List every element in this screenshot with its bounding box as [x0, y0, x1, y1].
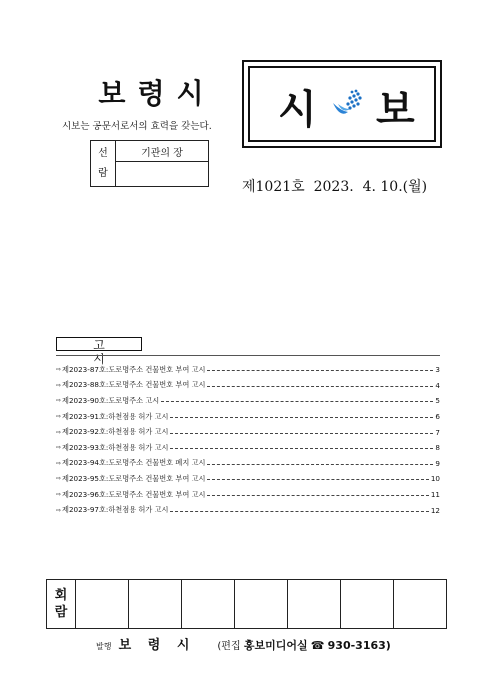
bullet-icon: ⇨: [56, 459, 62, 467]
issue-line: [242, 176, 427, 196]
circulation-sign-cell: [394, 580, 447, 629]
bullet-icon: ⇨: [56, 413, 62, 421]
circulation-label-1: 회: [54, 588, 68, 603]
toc-title: 제2023-97호:하천점용 허가 고시: [62, 505, 169, 515]
toc-page: 12: [430, 505, 440, 515]
circulation-label-2: 람: [54, 605, 68, 620]
toc-title: 제2023-96호:도로명주소 건물번호 부여 고시: [62, 489, 206, 499]
toc-leader: [170, 511, 428, 512]
circulation-sign-cell: [129, 580, 182, 629]
footer-city: 보 령 시: [118, 638, 196, 653]
toc-row[interactable]: [56, 409, 440, 425]
toc-leader: [207, 479, 428, 480]
toc-leader: [207, 386, 433, 387]
toc-row[interactable]: [56, 424, 440, 440]
footer-editor: 홍보미디어실: [243, 639, 308, 652]
toc-row[interactable]: [56, 471, 440, 487]
toc-leader: [170, 417, 433, 418]
masthead-box: [242, 60, 442, 148]
bird-logo-icon: [330, 88, 364, 122]
toc-page: 3: [435, 365, 440, 375]
circulation-sign-cell: [341, 580, 394, 629]
toc-leader: [207, 495, 428, 496]
approval-head: 기관의 장: [116, 141, 209, 162]
masthead-inner: [248, 66, 436, 142]
approval-label-1: 선: [98, 147, 108, 159]
toc-title: 제2023-88호:도로명주소 건물번호 부여 고시: [62, 380, 206, 390]
section-divider: [56, 355, 440, 356]
toc-title: 제2023-94호:도로명주소 건물번호 폐지 고시: [62, 458, 206, 468]
bullet-icon: ⇨: [56, 366, 62, 374]
bullet-icon: ⇨: [56, 381, 62, 389]
toc-title: 제2023-91호:하천점용 허가 고시: [62, 411, 169, 421]
toc-row[interactable]: [56, 393, 440, 409]
toc-row[interactable]: [56, 362, 440, 378]
toc-page: 7: [435, 427, 440, 437]
toc-page: 5: [435, 396, 440, 406]
toc-title: 제2023-95호:도로명주소 건물번호 부여 고시: [62, 473, 206, 483]
toc-title: 제2023-90호:도로명주소 고시: [62, 395, 160, 405]
table-of-contents: [56, 362, 440, 518]
issue-date: 2023. 4. 10.(월): [313, 179, 428, 195]
phone-icon: ☎: [310, 639, 325, 652]
approval-table: [90, 140, 209, 187]
approval-signature-cell: [116, 162, 209, 187]
footer-editor-prefix: (편집: [217, 641, 241, 652]
toc-title: 제2023-87호:도로명주소 건물번호 부여 고시: [62, 364, 206, 374]
toc-page: 8: [435, 443, 440, 453]
toc-row[interactable]: [56, 502, 440, 518]
bullet-icon: ⇨: [56, 397, 62, 405]
toc-page: 4: [435, 380, 440, 390]
toc-title: 제2023-92호:하천점용 허가 고시: [62, 427, 169, 437]
city-title: 보령시: [98, 77, 216, 110]
masthead-bo: 보: [376, 87, 415, 133]
footer-phone: 930-3163): [327, 639, 391, 652]
bullet-icon: ⇨: [56, 428, 62, 436]
circulation-sign-cell: [288, 580, 341, 629]
toc-page: 6: [435, 412, 440, 422]
circulation-sign-cell: [76, 580, 129, 629]
issue-number: 제1021호: [242, 179, 305, 195]
masthead-si: 시: [278, 87, 317, 133]
bullet-icon: ⇨: [56, 491, 62, 499]
toc-title: 제2023-93호:하천점용 허가 고시: [62, 442, 169, 452]
circulation-table: [46, 579, 447, 629]
circulation-sign-cell: [182, 580, 235, 629]
toc-page: 9: [435, 458, 440, 468]
tagline: 시보는 공문서로서의 효력을 갖는다.: [62, 121, 212, 132]
footer-pub-label: 발행: [96, 642, 112, 651]
circulation-label-cell: [47, 580, 76, 629]
section-title: 고 시: [56, 337, 142, 351]
toc-page: 10: [430, 474, 440, 484]
toc-leader: [170, 448, 433, 449]
toc-row[interactable]: [56, 456, 440, 472]
toc-leader: [170, 433, 433, 434]
circulation-sign-cell: [235, 580, 288, 629]
toc-row[interactable]: [56, 378, 440, 394]
toc-row[interactable]: [56, 487, 440, 503]
footer: [96, 634, 391, 653]
toc-leader: [207, 370, 433, 371]
approval-label-2: 람: [98, 167, 108, 179]
bullet-icon: ⇨: [56, 506, 62, 514]
toc-leader: [161, 401, 433, 402]
approval-label-cell: [91, 141, 116, 187]
bullet-icon: ⇨: [56, 444, 62, 452]
toc-row[interactable]: [56, 440, 440, 456]
bullet-icon: ⇨: [56, 475, 62, 483]
toc-leader: [207, 464, 433, 465]
toc-page: 11: [430, 490, 440, 500]
